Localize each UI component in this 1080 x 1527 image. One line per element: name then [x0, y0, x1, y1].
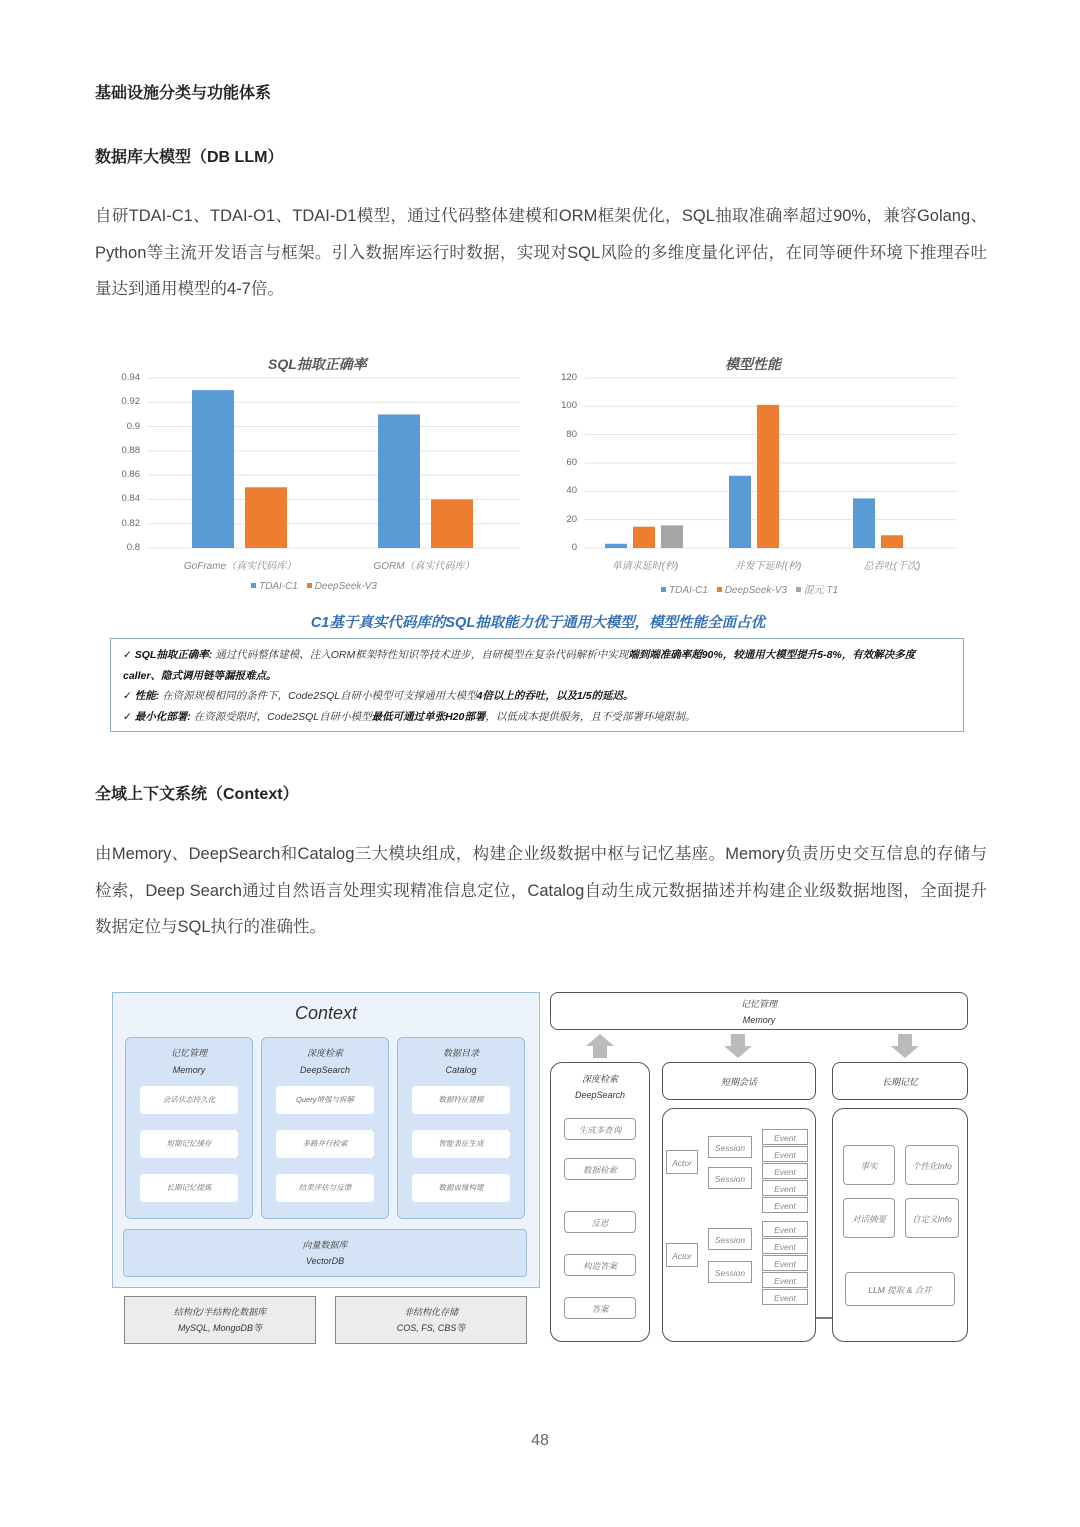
- section-title: 基础设施分类与功能体系: [95, 85, 272, 102]
- unstructured-storage-name: 非结构化存储: [403, 1307, 458, 1317]
- chart1-ytick: 0.84: [121, 493, 140, 505]
- long-item-fact: 事实: [843, 1145, 895, 1185]
- note-accuracy: [123, 645, 951, 686]
- chart1-bar-TDAI-C1-1: [378, 414, 420, 548]
- actor-1: Actor: [666, 1150, 698, 1174]
- ds-step-0: 生成多查询: [564, 1118, 636, 1140]
- note1-bold: 端到端准确率超90%，较通用大模型提升5-8%，有效解决多度caller、隐式调用链等漏报难点。: [123, 649, 916, 682]
- event-5: Event: [762, 1197, 808, 1213]
- event-1: Event: [762, 1129, 808, 1145]
- chart2-bar-TDAI-C1-1: [729, 476, 751, 548]
- subsection-title-context: 全域上下文系统（Context）: [95, 786, 299, 803]
- ds-step-4: 答案: [564, 1297, 636, 1319]
- context-title: Context: [294, 1003, 358, 1023]
- long-item-summary: 对话摘要: [843, 1198, 895, 1238]
- module-memory-name: 记忆管理: [170, 1048, 207, 1058]
- chart2-title: 模型性能: [725, 356, 781, 372]
- long-term-header-box: [832, 1062, 968, 1100]
- chart2-bar-DeepSeek-V3-0: [633, 527, 655, 548]
- arrow-down-short: [724, 1034, 752, 1058]
- chart1-legend: [245, 581, 377, 592]
- chart1-ytick: 0.92: [121, 396, 140, 408]
- structured-storage-en: MySQL, MongoDB等: [177, 1323, 263, 1333]
- note2-label: ✓ 性能:: [123, 690, 160, 702]
- session-1b: Session: [708, 1167, 752, 1189]
- llm-extract-merge: LLM 提取 & 合并: [845, 1272, 955, 1306]
- ds-step-3: 构造答案: [564, 1254, 636, 1276]
- chart1-xcat-1: GORM（真实代码库）: [373, 561, 475, 572]
- module-deepsearch-en: DeepSearch: [299, 1065, 351, 1075]
- module-deepsearch: [261, 1037, 389, 1219]
- ds-step-1: 数据检索: [564, 1158, 636, 1180]
- chart1-legend-1: DeepSeek-V3: [314, 581, 377, 592]
- deepsearch-item-0: Query增强与拆解: [276, 1086, 374, 1114]
- deepsearch-flow-name: 深度检索: [581, 1074, 618, 1084]
- chart2-bar-DeepSeek-V3-1: [757, 405, 779, 548]
- unstructured-storage: [335, 1296, 527, 1344]
- long-term-label: 长期记忆: [881, 1077, 918, 1087]
- note2-bold: 4倍以上的吞吐，以及1/5的延迟。: [476, 690, 634, 702]
- chart2-xcat-1: 并发下延时(秒): [734, 561, 802, 572]
- deepsearch-item-2: 结果评估与反馈: [276, 1174, 374, 1202]
- vector-db-en: VectorDB: [305, 1256, 345, 1266]
- event-3: Event: [762, 1163, 808, 1179]
- session-2a: Session: [708, 1228, 752, 1250]
- memory-top-name: 记忆管理: [740, 999, 777, 1009]
- memory-item-2: 长期记忆提炼: [140, 1174, 238, 1202]
- chart1-ytick: 0.88: [121, 444, 140, 456]
- memory-item-0: 会话状态持久化: [140, 1086, 238, 1114]
- arrow-down-long: [891, 1034, 919, 1058]
- structured-storage: [124, 1296, 316, 1344]
- module-catalog-name: 数据目录: [442, 1048, 479, 1058]
- note-deployment: [123, 707, 951, 728]
- deepsearch-flow-header: [551, 1071, 649, 1103]
- module-memory: [125, 1037, 253, 1219]
- event-2: Event: [762, 1146, 808, 1162]
- chart2-ytick: 100: [561, 400, 577, 412]
- memory-top-box: [550, 992, 968, 1030]
- note-performance: [123, 686, 951, 707]
- chart-caption: C1基于真实代码库的SQL抽取能力优于通用大模型，模型性能全面占优: [310, 615, 766, 631]
- actor-2: Actor: [666, 1243, 698, 1267]
- catalog-item-0: 数据特征建模: [412, 1086, 510, 1114]
- chart1-xcat-0: GoFrame（真实代码库）: [183, 561, 297, 572]
- chart2-legend: [655, 581, 838, 596]
- memory-top-en: Memory: [742, 1015, 776, 1025]
- note3-bold: 最低可通过单张H20部署: [371, 710, 486, 723]
- chart1-ytick: 0.94: [121, 372, 140, 383]
- deepsearch-flow-en: DeepSearch: [574, 1090, 626, 1100]
- session-1a: Session: [708, 1136, 752, 1158]
- chart2-ytick: 120: [561, 372, 577, 383]
- deepsearch-item-1: 多路并行检索: [276, 1130, 374, 1158]
- note1-text: 通过代码整体建模、注入ORM框架特性知识等技术进步，自研模型在复杂代码解析中实现: [212, 649, 629, 661]
- short-term-header-box: [662, 1062, 816, 1100]
- long-item-custom: 自定义Info: [905, 1198, 959, 1238]
- event-10: Event: [762, 1289, 808, 1305]
- note3-text: 在资源受限时，Code2SQL自研小模型: [190, 710, 372, 723]
- event-6: Event: [762, 1221, 808, 1237]
- module-catalog-en: Catalog: [445, 1065, 477, 1075]
- page-number: 48: [531, 1432, 549, 1449]
- chart2-legend-1: DeepSeek-V3: [724, 585, 787, 596]
- chart2-xcat-0: 单请求延时(秒): [611, 561, 679, 572]
- event-7: Event: [762, 1238, 808, 1254]
- unstructured-storage-en: COS, FS, CBS等: [396, 1323, 466, 1333]
- chart1-ytick: 0.86: [121, 469, 140, 481]
- ds-step-2: 反思: [564, 1211, 636, 1233]
- short-term-label: 短期会话: [720, 1077, 757, 1087]
- chart2-ytick: 40: [566, 485, 577, 497]
- chart1-bar-DeepSeek-V3-1: [431, 499, 473, 548]
- session-2b: Session: [708, 1261, 752, 1283]
- chart2-bar-DeepSeek-V3-2: [881, 535, 903, 548]
- subsection-title-db-llm: 数据库大模型（DB LLM）: [95, 149, 284, 166]
- chart2-ytick: 0: [571, 542, 577, 553]
- arrow-up-deepsearch: [586, 1034, 614, 1058]
- chart2-legend-0: TDAI-C1: [669, 585, 708, 596]
- event-8: Event: [762, 1255, 808, 1271]
- chart1-ytick: 0.8: [126, 542, 140, 553]
- context-diagram: [112, 992, 540, 1288]
- note1-label: ✓ SQL抽取正确率:: [123, 649, 213, 661]
- module-deepsearch-name: 深度检索: [306, 1048, 343, 1058]
- module-deepsearch-header: [262, 1045, 388, 1079]
- note3-tail: ，以低成本提供服务，且不受部署环境限制。: [485, 710, 696, 723]
- vector-db-name: 向量数据库: [302, 1240, 348, 1250]
- chart2-bar-TDAI-C1-0: [605, 544, 627, 548]
- memory-item-1: 短期记忆缓存: [140, 1130, 238, 1158]
- note3-label: ✓ 最小化部署:: [123, 710, 191, 723]
- notes-box: [110, 638, 964, 732]
- module-memory-header: [126, 1045, 252, 1079]
- event-9: Event: [762, 1272, 808, 1288]
- chart2-ytick: 60: [566, 457, 577, 468]
- chart2-ytick: 80: [566, 428, 577, 440]
- chart2-bar-混元 T1-0: [661, 525, 683, 548]
- chart1-ytick: 0.82: [121, 517, 140, 529]
- module-catalog-header: [398, 1045, 524, 1079]
- chart1-title: SQL抽取正确率: [268, 356, 367, 372]
- long-item-personal: 个性化Info: [905, 1145, 959, 1185]
- chart2-xcat-2: 总吞吐(千次): [863, 561, 921, 572]
- catalog-item-2: 数据血缘构建: [412, 1174, 510, 1202]
- chart1-bar-TDAI-C1-0: [192, 390, 234, 548]
- db-llm-paragraph: 自研TDAI-C1、TDAI-O1、TDAI-D1模型，通过代码整体建模和ORM框架优化，SQL抽取准确率超过90%，兼容Golang、Python等主流开发语言与框架。引入数据库运行时数据，实现对SQL风险的多维度量化评估，在同等硬件环境下推理吞吐量达到通用模型的4-7倍。: [95, 207, 987, 298]
- event-4: Event: [762, 1180, 808, 1196]
- chart2-ytick: 20: [566, 513, 577, 525]
- module-catalog: [397, 1037, 525, 1219]
- memory-top-label: [551, 996, 967, 1028]
- chart1-ytick: 0.9: [126, 420, 140, 432]
- chart1-bar-DeepSeek-V3-0: [245, 487, 287, 548]
- chart1-legend-0: TDAI-C1: [259, 581, 298, 592]
- structured-storage-name: 结构化/半结构化数据库: [173, 1307, 267, 1317]
- vector-db: [123, 1229, 527, 1277]
- note2-text: 在资源规模相同的条件下，Code2SQL自研小模型可支撑通用大模型: [159, 690, 477, 702]
- context-paragraph: 由Memory、DeepSearch和Catalog三大模块组成，构建企业级数据中枢与记忆基座。Memory负责历史交互信息的存储与检索，Deep Search通过自然语言处理实现精准信息定位，Catalog自动生成元数据描述并构建企业级数据地图，全面提升数据定位与SQL执行的准确性。: [95, 845, 987, 936]
- catalog-item-1: 智能表征生成: [412, 1130, 510, 1158]
- chart2-legend-2: 混元 T1: [803, 585, 839, 596]
- chart2-bar-TDAI-C1-2: [853, 498, 875, 548]
- module-memory-en: Memory: [172, 1065, 206, 1075]
